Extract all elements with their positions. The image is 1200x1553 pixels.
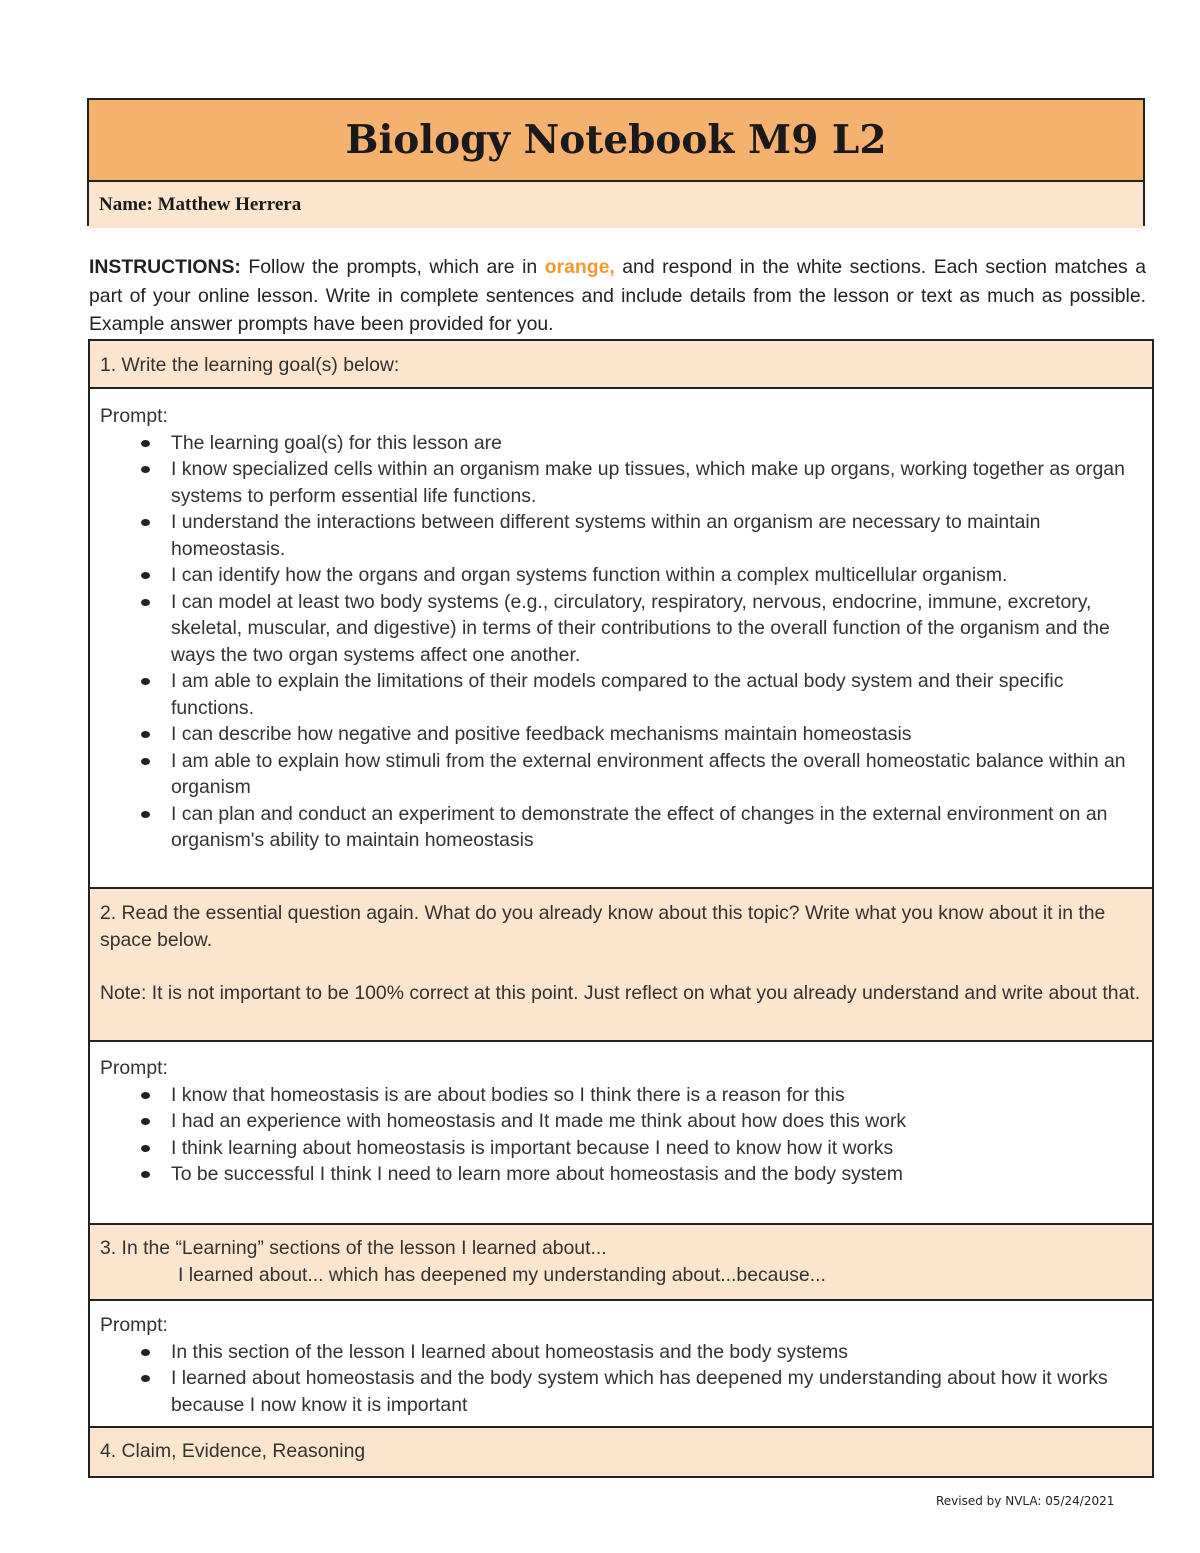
list-item: I had an experience with homeostasis and It made me think about how does this work [171,1108,1142,1135]
notebook-table [88,339,1154,1478]
section-3-question-text: 3. In the “Learning” sections of the lesson I learned about... [100,1237,607,1259]
section-2-prompt-label: Prompt: [100,1057,168,1079]
list-item: I can describe how negative and positive feedback mechanisms maintain homeostasis [171,721,1142,748]
section-2-bullet-list [100,1082,1142,1188]
list-item: I know that homeostasis is are about bodies so I think there is a reason for this [171,1082,1142,1109]
list-item: I think learning about homeostasis is important because I need to know how it works [171,1135,1142,1162]
list-item: I am able to explain how stimuli from the external environment affects the overall homeostatic balance within an organism [171,748,1142,801]
list-item: The learning goal(s) for this lesson are [171,430,1142,457]
section-1-question-text: 1. Write the learning goal(s) below: [100,354,400,376]
section-3-bullet-list [100,1339,1142,1419]
section-3-response[interactable] [90,1301,1152,1428]
page-title [89,100,1143,182]
instructions [89,253,1146,339]
list-item: I understand the interactions between different systems within an organism are necessary to maintain homeostasis. [171,509,1142,562]
list-item: I learned about homeostasis and the body system which has deepened my understanding about how it works because I now know it is important [171,1365,1142,1418]
section-4-question [90,1428,1152,1476]
list-item: In this section of the lesson I learned about homeostasis and the body systems [171,1339,1142,1366]
list-item: I can identify how the organs and organ systems function within a complex multicellular organism. [171,562,1142,589]
section-1-bullet-list [100,430,1142,854]
revision-footer: Revised by NVLA: 05/24/2021 [936,1494,1115,1508]
section-4-question-text: 4. Claim, Evidence, Reasoning [100,1440,366,1462]
instructions-label: INSTRUCTIONS: [89,256,241,278]
instructions-text-after: and respond in the white sections. Each section matches a part of your online lesson. Write in complete sentences and include details from the lesson or text as much as possible. Example answer prompts have been provided for you. [89,256,1146,335]
instructions-orange-word: orange, [544,256,615,278]
section-2-question-text: 2. Read the essential question again. What do you already know about this topic? Write what you know about it in the space below. [100,902,1106,951]
page-title-text: Biology Notebook M9 L2 [345,117,887,163]
header-box [87,98,1145,226]
section-1-prompt-label: Prompt: [100,405,168,427]
section-1-response[interactable] [90,389,1152,889]
list-item: I can model at least two body systems (e.g., circulatory, respiratory, nervous, endocrine, immune, excretory, skeletal, muscular, and digestive) in terms of their contributions to the overall function of the organism and the ways the two organ systems affect one another. [171,589,1142,669]
section-2-question [90,889,1152,1042]
list-item: I know specialized cells within an organism make up tissues, which make up organs, working together as organ systems to perform essential life functions. [171,456,1142,509]
section-3-question [90,1225,1152,1301]
list-item: To be successful I think I need to learn more about homeostasis and the body system [171,1161,1142,1188]
list-item: I can plan and conduct an experiment to demonstrate the effect of changes in the external environment on an organism's ability to maintain homeostasis [171,801,1142,854]
section-2-note: Note: It is not important to be 100% correct at this point. Just reflect on what you already understand and write about that. [100,981,1141,1004]
list-item: I am able to explain the limitations of their models compared to the actual body system and their specific functions. [171,668,1142,721]
name-value[interactable]: Matthew Herrera [157,194,302,215]
name-label: Name: [99,194,153,215]
section-2-response[interactable] [90,1042,1152,1225]
section-1-question [90,341,1152,389]
name-field[interactable] [89,182,1143,228]
instructions-text-before: Follow the prompts, which are in [240,256,545,278]
section-3-question-line2: I learned about... which has deepened my understanding about...because... [178,1263,826,1286]
section-3-prompt-label: Prompt: [100,1314,168,1336]
